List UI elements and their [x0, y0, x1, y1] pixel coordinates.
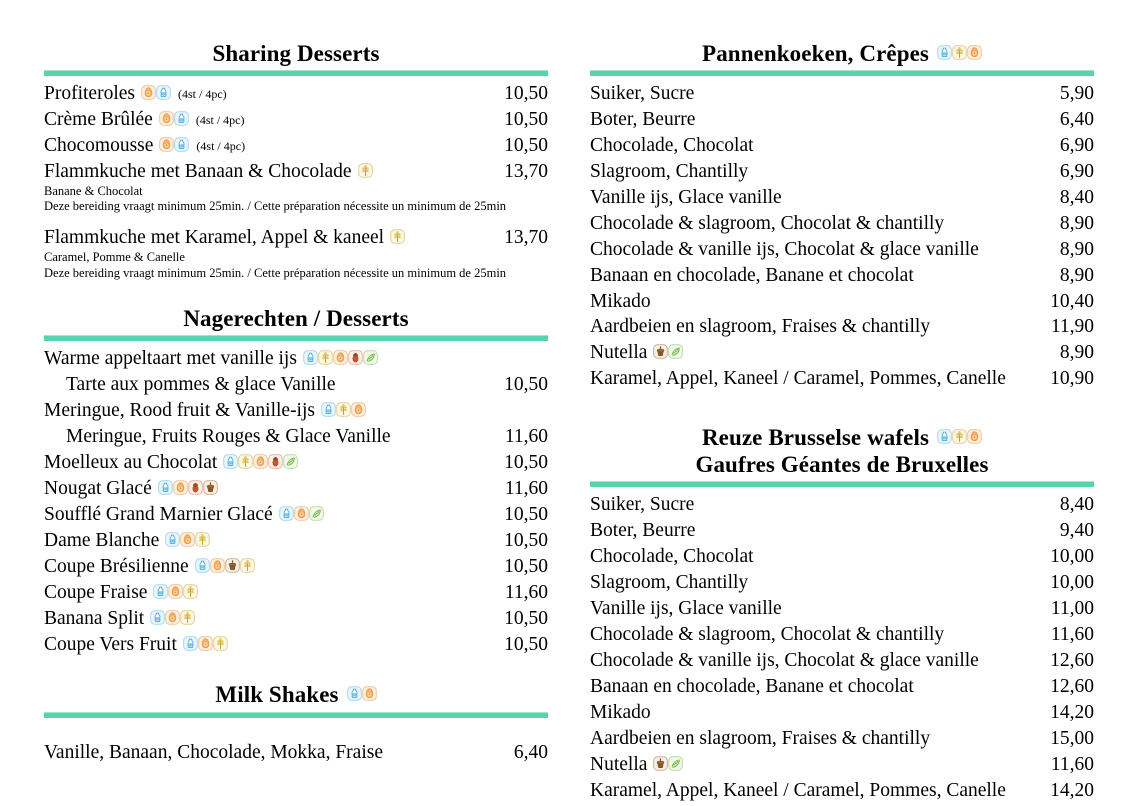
menu-item-label: Chocolade & slagroom, Chocolat & chantilly — [590, 624, 945, 646]
menu-item-name — [44, 632, 490, 658]
allergen-icon-group — [347, 686, 377, 701]
section-spacer — [44, 291, 548, 305]
soy-allergen-icon — [363, 350, 378, 365]
egg-allergen-icon — [180, 532, 195, 547]
menu-item-row[interactable] — [590, 263, 1094, 289]
menu-item-name — [590, 289, 1036, 315]
menu-item-name — [590, 544, 1036, 570]
menu-item-price: 8,90 — [1059, 342, 1094, 364]
right-column — [590, 40, 1094, 806]
section-title-subtitle: Gaufres Géantes de Bruxelles — [695, 452, 989, 478]
menu-item-label: Suiker, Sucre — [590, 494, 695, 516]
menu-item-row[interactable] — [44, 372, 548, 398]
gluten-allergen-icon — [336, 402, 351, 417]
menu-item-row[interactable] — [44, 580, 548, 606]
menu-item-row[interactable] — [44, 159, 548, 185]
egg-allergen-icon — [253, 454, 268, 469]
menu-item-row[interactable] — [590, 570, 1094, 596]
menu-item-price: 10,50 — [504, 529, 548, 551]
milk-allergen-icon — [937, 45, 952, 60]
milk-allergen-icon — [183, 636, 198, 651]
menu-item-row[interactable] — [590, 107, 1094, 133]
menu-item-row[interactable] — [590, 289, 1094, 315]
menu-item-row[interactable] — [590, 366, 1094, 392]
menu-item-price: 8,90 — [1059, 238, 1094, 260]
gluten-allergen-icon — [240, 558, 255, 573]
egg-allergen-icon — [159, 137, 174, 152]
menu-item-name — [590, 263, 1046, 289]
menu-item-name — [44, 107, 490, 133]
nuts-allergen-icon — [268, 454, 283, 469]
menu-section-pannenkoeken-crepes — [590, 40, 1094, 392]
gluten-allergen-icon — [390, 229, 405, 244]
menu-item-price: 10,50 — [504, 109, 548, 131]
menu-item-price: 13,70 — [504, 160, 548, 182]
menu-item-row[interactable] — [44, 81, 548, 107]
menu-item-name — [590, 314, 1037, 340]
menu-item-row[interactable] — [44, 398, 548, 424]
menu-item-price: 10,00 — [1050, 572, 1094, 594]
left-column — [44, 40, 548, 806]
menu-item-label: Chocolade & slagroom, Chocolat & chantilly — [590, 212, 945, 234]
menu-item-label: Banaan en chocolade, Banane et chocolat — [590, 264, 914, 286]
menu-item-label: Dame Blanche — [44, 529, 160, 551]
section-title-text: Reuze Brusselse wafels — [701, 425, 930, 451]
egg-allergen-icon — [210, 558, 225, 573]
menu-item-label: Mikado — [590, 701, 651, 723]
menu-item-name — [590, 596, 1037, 622]
menu-item-name — [590, 159, 1046, 185]
menu-item-row[interactable] — [590, 778, 1094, 804]
nuts-allergen-icon — [348, 350, 363, 365]
menu-item-price: 10,50 — [504, 452, 548, 474]
gluten-allergen-icon — [952, 45, 967, 60]
egg-allergen-icon — [362, 686, 377, 701]
gluten-allergen-icon — [195, 532, 210, 547]
menu-item-list — [44, 740, 548, 766]
menu-item-price: 14,20 — [1050, 779, 1094, 801]
section-divider — [44, 335, 548, 341]
egg-allergen-icon — [198, 636, 213, 651]
menu-item-row[interactable] — [44, 346, 548, 372]
egg-allergen-icon — [165, 610, 180, 625]
menu-item-row[interactable] — [590, 159, 1094, 185]
menu-item-label: Chocomousse — [44, 134, 154, 156]
hazelnut-allergen-icon — [225, 558, 240, 573]
gluten-allergen-icon — [318, 350, 333, 365]
section-divider — [590, 481, 1094, 487]
milk-allergen-icon — [195, 558, 210, 573]
section-divider — [44, 712, 548, 718]
menu-item-row[interactable] — [590, 596, 1094, 622]
menu-item-row[interactable] — [590, 314, 1094, 340]
menu-item-row[interactable] — [44, 740, 548, 766]
allergen-icon-group — [159, 137, 189, 152]
menu-item-name — [44, 372, 490, 398]
allergen-icon-group — [159, 111, 189, 126]
menu-item-name — [44, 606, 490, 632]
menu-item-price: 10,50 — [504, 134, 548, 156]
menu-item-label: Flammkuche met Karamel, Appel & kaneel — [44, 227, 385, 249]
section-title — [44, 681, 548, 711]
menu-item-name — [44, 81, 490, 107]
gluten-allergen-icon — [180, 610, 195, 625]
section-title — [590, 40, 1094, 70]
menu-item-list — [44, 81, 548, 281]
menu-item-row[interactable] — [44, 554, 548, 580]
menu-item-list — [590, 81, 1094, 392]
menu-item-row[interactable] — [590, 492, 1094, 518]
milk-allergen-icon — [158, 480, 173, 495]
milk-allergen-icon — [174, 111, 189, 126]
menu-item-row[interactable] — [44, 502, 548, 528]
menu-item-name — [590, 185, 1046, 211]
section-spacer — [44, 659, 548, 681]
menu-item-price: 8,90 — [1059, 264, 1094, 286]
menu-item-name — [590, 778, 1036, 804]
allergen-icon-group — [653, 344, 683, 359]
menu-item-preparation-note: Deze bereiding vraagt minimum 25min. / Cette préparation nécessite un minimum de 25min — [44, 199, 507, 214]
allergen-icon-group — [303, 350, 378, 365]
menu-item-name — [590, 648, 1036, 674]
menu-item-price: 6,90 — [1059, 134, 1094, 156]
menu-item-name — [44, 528, 490, 554]
menu-item-label: Coupe Vers Fruit — [44, 633, 177, 655]
section-title — [590, 424, 1094, 481]
menu-item-row[interactable] — [44, 528, 548, 554]
allergen-icon-group — [937, 429, 982, 444]
menu-item-price: 6,90 — [1059, 160, 1094, 182]
menu-item-name — [590, 237, 1046, 263]
menu-item-price: 13,70 — [504, 227, 548, 249]
allergen-icon-group — [195, 558, 255, 573]
menu-item-name — [590, 674, 1036, 700]
menu-item-label: Aardbeien en slagroom, Fraises & chantilly — [590, 316, 931, 338]
menu-item-price: 11,60 — [504, 477, 548, 499]
gluten-allergen-icon — [213, 636, 228, 651]
menu-item-label: Coupe Brésilienne — [44, 555, 189, 577]
menu-item-row[interactable] — [44, 424, 548, 450]
menu-item-list — [44, 346, 548, 657]
menu-item-label: Meringue, Fruits Rouges & Glace Vanille — [66, 426, 391, 448]
menu-item-price: 10,50 — [504, 503, 548, 525]
section-divider — [590, 70, 1094, 76]
section-title-text: Pannenkoeken, Crêpes — [702, 41, 929, 66]
section-title — [44, 305, 548, 335]
milk-allergen-icon — [223, 454, 238, 469]
menu-item-price: 12,60 — [1050, 675, 1094, 697]
menu-item-label: Vanille, Banaan, Chocolade, Mokka, Fraise — [44, 741, 383, 763]
allergen-icon-group — [358, 163, 373, 178]
menu-item-price: 11,60 — [504, 426, 548, 448]
menu-item-name — [590, 133, 1046, 159]
soy-allergen-icon — [668, 756, 683, 771]
hazelnut-allergen-icon — [653, 756, 668, 771]
egg-allergen-icon — [967, 429, 982, 444]
menu-item-row[interactable] — [590, 648, 1094, 674]
milk-allergen-icon — [150, 610, 165, 625]
menu-item-french-subtitle: Banane & Chocolat — [44, 183, 143, 198]
menu-item-label: Vanille ijs, Glace vanille — [590, 186, 782, 208]
menu-item-name — [44, 476, 491, 502]
menu-item-row[interactable] — [590, 340, 1094, 366]
menu-item-label: Karamel, Appel, Kaneel / Caramel, Pommes, Canelle — [590, 368, 1006, 390]
allergen-icon-group — [279, 506, 324, 521]
menu-item-label: Meringue, Rood fruit & Vanille-ijs — [44, 400, 315, 422]
milk-allergen-icon — [347, 686, 362, 701]
menu-item-price: 12,60 — [1050, 649, 1094, 671]
menu-item-price: 11,90 — [1050, 316, 1094, 338]
soy-allergen-icon — [283, 454, 298, 469]
menu-item-label: Chocolade & vanille ijs, Chocolat & glace vanille — [590, 238, 979, 260]
allergen-icon-group — [937, 45, 982, 60]
menu-section-reuze-brusselse-wafels — [590, 424, 1094, 803]
hazelnut-allergen-icon — [203, 480, 218, 495]
menu-item-name — [44, 346, 534, 372]
menu-item-price: 15,00 — [1050, 727, 1094, 749]
menu-item-label: Warme appeltaart met vanille ijs — [44, 348, 297, 370]
menu-item-price: 11,60 — [1050, 624, 1094, 646]
menu-item-preparation-note: Deze bereiding vraagt minimum 25min. / Cette préparation nécessite un minimum de 25min — [44, 265, 507, 280]
section-title-text: Nagerechten / Desserts — [183, 306, 409, 332]
allergen-icon-group — [653, 756, 683, 771]
menu-item-french-subtitle: Caramel, Pomme & Canelle — [44, 249, 185, 264]
egg-allergen-icon — [333, 350, 348, 365]
menu-item-row[interactable] — [44, 133, 548, 159]
gluten-allergen-icon — [183, 584, 198, 599]
menu-item-price: 10,50 — [504, 83, 548, 105]
menu-item-row[interactable] — [590, 185, 1094, 211]
menu-item-price: 11,60 — [1050, 753, 1094, 775]
egg-allergen-icon — [173, 480, 188, 495]
gluten-allergen-icon — [952, 429, 967, 444]
soy-allergen-icon — [668, 344, 683, 359]
menu-item-label: Nutella — [590, 342, 648, 364]
menu-item-name — [590, 492, 1046, 518]
hazelnut-allergen-icon — [653, 344, 668, 359]
menu-item-row[interactable] — [44, 225, 548, 251]
menu-item-price: 5,90 — [1059, 83, 1094, 105]
egg-allergen-icon — [967, 45, 982, 60]
menu-item-name — [590, 726, 1036, 752]
menu-item-row[interactable] — [44, 606, 548, 632]
menu-item-row[interactable] — [44, 476, 548, 502]
menu-item-name — [590, 366, 1036, 392]
section-title-text: Milk Shakes — [215, 682, 339, 708]
menu-section-nagerechten-desserts — [44, 305, 548, 657]
menu-item-row[interactable] — [44, 107, 548, 133]
menu-item-label: Slagroom, Chantilly — [590, 160, 749, 182]
allergen-icon-group — [141, 85, 171, 100]
menu-item-name — [44, 554, 490, 580]
menu-item-quantity: (4st / 4pc) — [196, 138, 246, 153]
section-title — [44, 40, 548, 70]
menu-item-label: Chocolade & vanille ijs, Chocolat & glace vanille — [590, 649, 979, 671]
menu-item-price: 11,60 — [504, 581, 548, 603]
menu-item-label: Mikado — [590, 290, 651, 312]
menu-item-name — [590, 81, 1046, 107]
egg-allergen-icon — [294, 506, 309, 521]
menu-item-name — [590, 700, 1036, 726]
egg-allergen-icon — [159, 111, 174, 126]
menu-item-price: 14,20 — [1050, 701, 1094, 723]
menu-item-label: Banaan en chocolade, Banane et chocolat — [590, 675, 914, 697]
menu-item-name — [44, 502, 490, 528]
menu-item-price: 10,40 — [1050, 290, 1094, 312]
menu-item-label: Slagroom, Chantilly — [590, 572, 749, 594]
egg-allergen-icon — [168, 584, 183, 599]
menu-item-label: Chocolade, Chocolat — [590, 134, 754, 156]
menu-item-price: 10,50 — [504, 374, 548, 396]
milk-allergen-icon — [937, 429, 952, 444]
menu-item-name — [44, 450, 490, 476]
menu-item-row[interactable] — [590, 700, 1094, 726]
menu-item-row[interactable] — [590, 726, 1094, 752]
menu-item-price: 10,50 — [504, 555, 548, 577]
milk-allergen-icon — [165, 532, 180, 547]
allergen-icon-group — [183, 636, 228, 651]
menu-item-price: 10,00 — [1050, 546, 1094, 568]
menu-item-label: Profiteroles — [44, 83, 135, 105]
menu-item-row[interactable] — [590, 211, 1094, 237]
menu-item-label: Nutella — [590, 753, 648, 775]
menu-item-label: Moelleux au Chocolat — [44, 452, 218, 474]
menu-item-price: 6,40 — [513, 741, 548, 763]
menu-item-label: Suiker, Sucre — [590, 83, 695, 105]
menu-item-label: Nougat Glacé — [44, 477, 152, 499]
gluten-allergen-icon — [358, 163, 373, 178]
menu-item-name — [590, 622, 1037, 648]
menu-item-row[interactable] — [44, 450, 548, 476]
menu-item-row[interactable] — [590, 133, 1094, 159]
milk-allergen-icon — [303, 350, 318, 365]
menu-item-price: 10,50 — [504, 607, 548, 629]
menu-item-name — [590, 340, 1046, 366]
allergen-icon-group — [158, 480, 218, 495]
gluten-allergen-icon — [238, 454, 253, 469]
menu-item-row[interactable] — [590, 674, 1094, 700]
menu-item-row[interactable] — [590, 81, 1094, 107]
allergen-icon-group — [223, 454, 298, 469]
soy-allergen-icon — [309, 506, 324, 521]
menu-item-row[interactable] — [44, 632, 548, 658]
menu-section-milk-shakes — [44, 681, 548, 765]
menu-item-label: Boter, Beurre — [590, 520, 696, 542]
allergen-icon-group — [321, 402, 366, 417]
menu-item-name — [44, 740, 500, 766]
menu-item-name — [44, 398, 534, 424]
menu-item-label: Flammkuche met Banaan & Chocolade — [44, 160, 352, 182]
allergen-icon-group — [165, 532, 210, 547]
menu-item-name — [44, 580, 491, 606]
menu-item-label: Crème Brûlée — [44, 109, 153, 131]
menu-item-quantity: (4st / 4pc) — [195, 113, 245, 128]
egg-allergen-icon — [141, 85, 156, 100]
menu-item-name — [44, 225, 490, 251]
menu-item-name — [44, 424, 491, 450]
menu-item-row[interactable] — [590, 544, 1094, 570]
menu-item-name — [590, 570, 1036, 596]
menu-item-label: Karamel, Appel, Kaneel / Caramel, Pommes, Canelle — [590, 779, 1006, 801]
section-divider — [44, 70, 548, 76]
menu-item-price: 10,90 — [1050, 368, 1094, 390]
menu-item-name — [590, 107, 1046, 133]
menu-item-name — [590, 752, 1037, 778]
milk-allergen-icon — [321, 402, 336, 417]
milk-allergen-icon — [156, 85, 171, 100]
menu-item-label: Aardbeien en slagroom, Fraises & chantilly — [590, 727, 931, 749]
milk-allergen-icon — [153, 584, 168, 599]
allergen-icon-group — [153, 584, 198, 599]
section-title-text: Sharing Desserts — [212, 41, 380, 66]
menu-item-price: 9,40 — [1059, 520, 1094, 542]
menu-item-name — [590, 518, 1046, 544]
milk-allergen-icon — [279, 506, 294, 521]
menu-item-name — [590, 211, 1046, 237]
menu-item-price: 8,40 — [1059, 494, 1094, 516]
menu-item-price: 11,00 — [1050, 598, 1094, 620]
menu-item-label: Tarte aux pommes & glace Vanille — [66, 374, 336, 396]
menu-item-label: Coupe Fraise — [44, 581, 148, 603]
menu-section-sharing-desserts — [44, 40, 548, 281]
menu-item-quantity: (4st / 4pc) — [177, 87, 227, 102]
menu-item-label: Vanille ijs, Glace vanille — [590, 598, 782, 620]
menu-item-price: 8,40 — [1059, 186, 1094, 208]
menu-item-price: 6,40 — [1059, 109, 1094, 131]
nuts-allergen-icon — [188, 480, 203, 495]
allergen-icon-group — [150, 610, 195, 625]
menu-item-row[interactable] — [590, 237, 1094, 263]
milk-allergen-icon — [174, 137, 189, 152]
section-spacer — [590, 394, 1094, 424]
menu-item-row[interactable] — [590, 752, 1094, 778]
menu-item-row[interactable] — [590, 518, 1094, 544]
menu-item-price: 8,90 — [1059, 212, 1094, 234]
menu-item-label: Chocolade, Chocolat — [590, 546, 754, 568]
menu-item-name — [44, 133, 490, 159]
menu-item-list — [590, 492, 1094, 803]
egg-allergen-icon — [351, 402, 366, 417]
allergen-icon-group — [390, 229, 405, 244]
menu-item-label: Banana Split — [44, 607, 145, 629]
menu-item-price: 10,50 — [504, 633, 548, 655]
menu-item-label: Soufflé Grand Marnier Glacé — [44, 503, 273, 525]
menu-item-row[interactable] — [590, 622, 1094, 648]
menu-item-name — [44, 159, 490, 185]
menu-item-label: Boter, Beurre — [590, 109, 696, 131]
